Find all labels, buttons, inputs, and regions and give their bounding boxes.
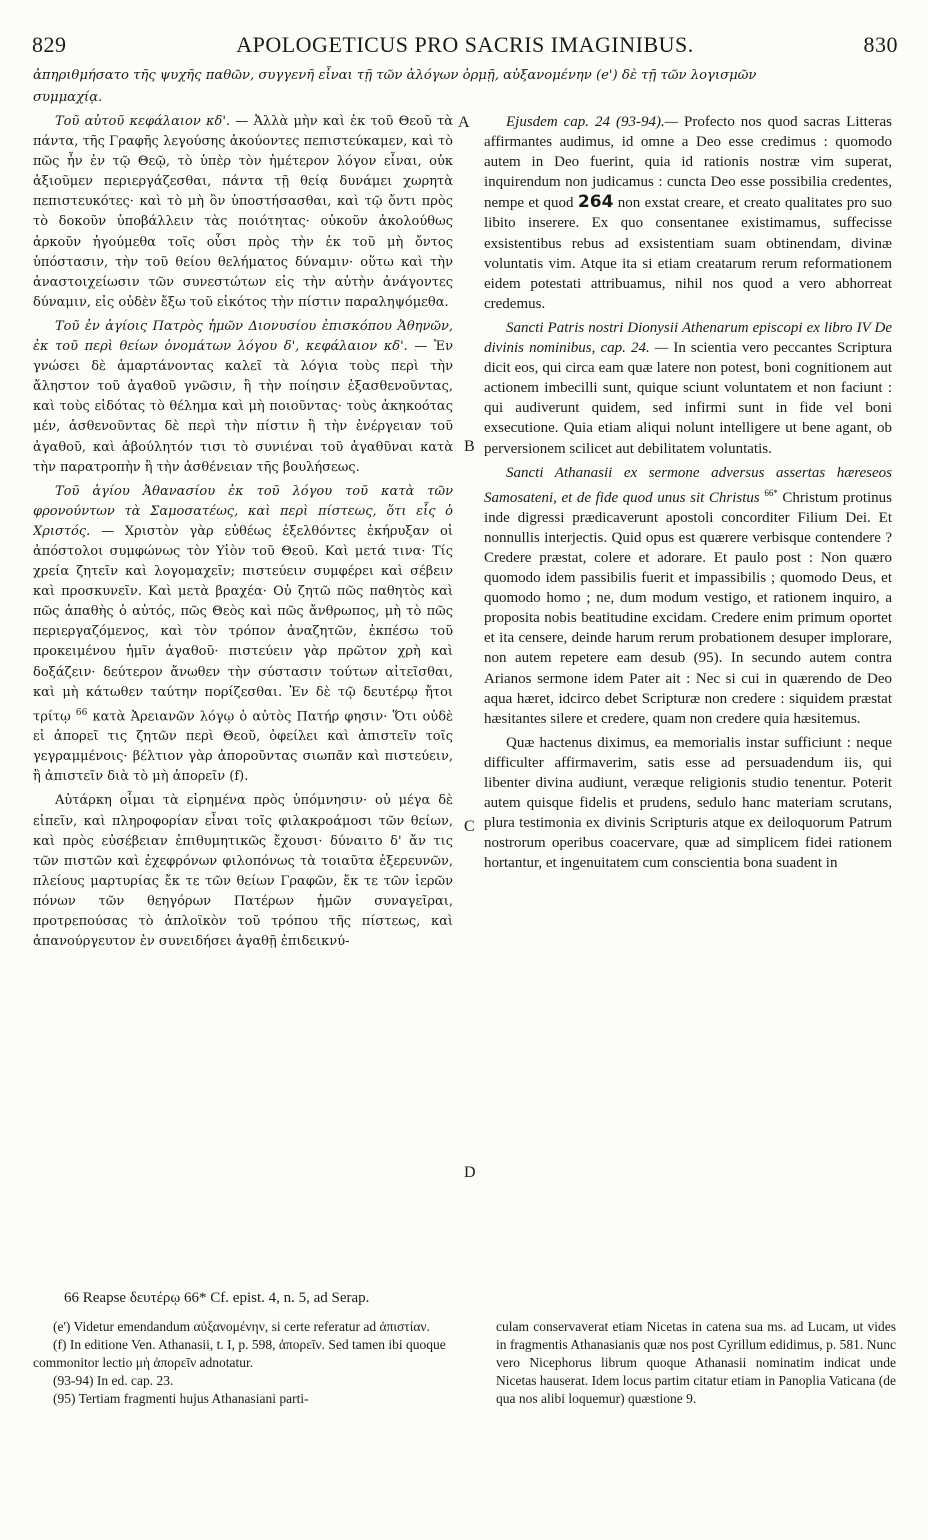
section-heading: Τοῦ ἁγίου Ἀθανασίου ἐκ τοῦ λόγου τοῦ κατὰ τῶν φρονούντων τὰ Σαμοσατέως, καὶ περὶ πίστεως, ὅτι εἷς ὁ Χριστός. — <box>33 483 453 539</box>
latin-section-4 <box>484 733 892 874</box>
greek-section-3 <box>33 482 453 788</box>
latin-section-2 <box>484 318 892 459</box>
section-body: Christum protinus inde digressi prædicaverunt apostoli concorditer Filium Dei. Et nonnullis interjectis. Quid opus est quærere verbisque contendere ? Credere præstat, colere et adorare. Et paulo post : Non quæro quomodo idem passibilis fuerit et impassibilis ; quomodo Deus, et quomodo homo ; ne, dum modum vestigo, et rationem inquiro, a proposita nobis beatitudine excidam. Credere enim primum oportet et ita censere, deinde harum rerum probationem desuper implorare, non autem repetere eam desub (95). In secundo autem contra Arianos sermone idem Pater ait : Nec si cui in quærendo de Deo aqua hæret, idcirco debet Scripturæ non credere : siquidem præstat hæsitantes silere et credere, quam non credere quia hæsitemus. <box>484 489 892 727</box>
page-header <box>32 32 898 62</box>
column-number-badge: 264 <box>577 192 614 213</box>
margin-letter-b: B <box>464 438 475 455</box>
section-heading: Sancti Athanasii ex sermone adversus assertas hæreseos Samosateni, et de fide quod unus sit Christus <box>484 464 892 506</box>
section-body: Ἀλλὰ μὴν καὶ ἐκ τοῦ Θεοῦ τὰ πάντα, τῆς Γραφῆς λεγούσης ἀκούοντες πεπιστεύκαμεν, καὶ τὸ πῶς ἦν ἐν τῷ Θεῷ, τὸ ὑπὲρ τὸν ἡμέτερον λόγον εἶναι, οὐκ ἀξιοῦμεν περιεργάζεσθαι, πάντα τῇ θείᾳ δυνάμει χωρητὰ πεπιστευκότες· καὶ τὸ μὴ ὂν ὑποστήσασθαι, καὶ τῷ ὄντι πρὸς τὸ δοκοῦν ὑποβάλλειν τὰς ποιότητας· οὐκοῦν ἀκολούθως ἀρκοῦν ἡγούμεθα τοῖς οὖσι πρὸς τὴν ἐκ τοῦ μὴ ὄντος ὑπόστασιν, τὴν τοῦ θείου θελήματος δύναμιν· οὕτω καὶ τὴν ἀναστοιχείωσιν τῶν συνεστώτων εἰς τὴν αὐτὴν ἀνάγοντες δύναμιν, εἰς οὐδὲν ἔξω τοῦ εἰκότος τὴν πίστιν παραληψόμεθα. <box>33 114 453 310</box>
section-body: Αὐτάρκη οἶμαι τὰ εἰρημένα πρὸς ὑπόμνησιν· οὐ μέγα δὲ εἰπεῖν, καὶ πληροφορίαν εἶναι τοῖς φιλακροάμοσι τῶν θείων, καὶ πρὸς εὐσέβειαν ἐπιθυμητικῶς ἔχουσι· δύναιτο δ' ἄν τις τῶν πιστῶν καὶ ἐχεφρόνων φιλοπόνως τὰ τοιαῦτα ἐξερευνῶν, πλείους μαρτυρίας ἔκ τε τῶν θείων Γραφῶν, ἔκ τε τῶν ἱερῶν πόνων τῶν θεηγόρων Πατέρων ἡμῶν συναγεῖραι, προτρεπούσας τὸ ἁπλοϊκὸν τοῦ τρόπου τῆς πίστεως, καὶ ἀπανούργευτον ἐν συνειδήσει ἀγαθῇ ἐπιδεικνύ- <box>33 793 453 950</box>
margin-letter-a: A <box>458 114 470 131</box>
footnote-marker[interactable]: 66* <box>764 487 778 498</box>
greek-continuation-line: ἀπηριθμήσατο τῆς ψυχῆς παθῶν, συγγενῆ εἶναι τῇ τῶν ἀλόγων ὁρμῇ, αὐξανομένην (e') δὲ τῇ τῶν λογισμῶν <box>33 68 757 83</box>
greek-section-4 <box>33 791 453 952</box>
greek-section-2 <box>33 317 453 478</box>
footnote-line: 66 Reapse δευτέρῳ 66* Cf. epist. 4, n. 5, ad Serap. <box>64 1290 370 1306</box>
section-heading: Sancti Patris nostri Dionysii Athenarum episcopi ex libro IV De divinis nominibus, cap. 24. — <box>484 319 892 357</box>
latin-section-3 <box>484 463 892 729</box>
section-body: Ἐν γνώσει δὲ ἁμαρτάνοντας καλεῖ τὰ λόγια τοὺς περὶ τὴν ἄληστον τοῦ ἀγαθοῦ γνῶσιν, ἢ τὴν ποίησιν ἐξασθενοῦντας, καὶ τοὺς εἰδότας τὸ θέλημα καὶ μὴ ποιοῦντας· τοὺς ἀκηκοότας μέν, ἀσθενοῦντας δὲ περὶ τὴν πίστιν ἢ τὴν ἐνέργειαν τοῦ ἀγαθοῦ, καὶ ἀβούλητόν τισι τὸ συνιέναι τοῦ ἀγαθῦναι κατὰ τὴν παρατροπὴν ἢ τὴν ἀσθένειαν τῆς βουλήσεως. <box>33 339 453 475</box>
latin-section-1 <box>484 112 892 314</box>
footnote-continuation: culam conservaverat etiam Nicetas in catena sua ms. ad Lucam, ut vides in fragmentis Athanasianis quæ nos post Cyrillum edidimus, p. 581. Nunc vero Nicephorus librum quoque Athanasii nominatim indicat unde Nicetas hauserat. Idem locus partim citatur etiam in Panoplia Vaticana (de qua nos alibi loquemur) quæstione 9. <box>496 1319 896 1406</box>
footnote: (95) Tertiam fragmenti hujus Athanasiani parti- <box>53 1391 309 1406</box>
page-number-right: 830 <box>863 32 898 57</box>
section-body-continued: non exstat creare, et creato qualitates pro suo libito inserere. Ex quo consentanee existimamus, suffecisse exsistentibus rebus ad exsistentiam suam obtinendam, divinæ voluntatis vim. Atque ita si etiam creatarum rerum reformationem eidem potestati attribuamus, nihil nos quod a vero abhorreat credemus. <box>484 195 892 312</box>
section-heading: Ejusdem cap. 24 (93-94).— <box>506 114 679 130</box>
footnotes-left <box>33 1318 473 1408</box>
greek-continuation-end: συμμαχίᾳ. <box>33 90 103 105</box>
running-title: APOLOGETICUS PRO SACRIS IMAGINIBUS. <box>236 32 694 57</box>
greek-column <box>33 112 453 1292</box>
footnotes-right <box>496 1318 896 1408</box>
footnote: (e') Videtur emendandum αὐξανομένην, si certe referatur ad ἀπιστίαν. <box>53 1319 430 1334</box>
section-body: Quæ hactenus diximus, ea memorialis instar sufficiunt : neque difficulter affirmaverim, satis esse ad persuadendum iis, qui libenter divina audiunt, veræque religionis studio tenentur. Poterit autem quisque fidelis et prudens, sedulo hanc materiam scrutans, plura testimonia ex divinis Scripturis atque ex deiloquorum Patrum nostrorum operibus coacervare, quæ ad simplicem fidei rationem hortantur, et ingenuitatem cum conscientia bona suadent in <box>484 734 892 872</box>
section-body: In scientia vero peccantes Scriptura dicit eos, qui circa eam quæ latere non potest, boni cognitionem aut actionem imbecilli sunt, quique sciunt voluntatem et non faciunt : qui audiverunt quidem, sed infirmi sunt in fide vel boni exsecutione. Quia etiam aliqui nolunt intelligere ut bene agant, ob perversionem scilicet aut debilitatem voluntatis. <box>484 340 892 457</box>
section-body: Χριστὸν γὰρ εὐθέως ἐξελθόντες ἐκήρυξαν οἱ ἀπόστολοι συμφώνως τὸν Υἱὸν τοῦ Θεοῦ. Καὶ μετά τινα· Τίς χρεία ζητεῖν καὶ λογομαχεῖν; πιστεύειν συμφέρει καὶ σέβειν καὶ προσκυνεῖν. Καὶ μετὰ βραχέα· Οὐ ζητῶ πῶς παθητὸς καὶ πῶς ἀπαθὴς ὁ αὐτός, πῶς Θεὸς καὶ πῶς ἄνθρωπος, μὴ τὸ πῶς περιεργαζόμενος, καὶ τὸν τρόπον ἀναζητῶν, ἐκπέσω τοῦ προκειμένου ἡμῖν ἀγαθοῦ· πιστεύειν γὰρ πρῶτον χρὴ καὶ δοξάζειν· δεύτερον ἄνωθεν τὴν σύστασιν τούτων αἰτεῖσθαι, καὶ μὴ κάτωθεν ταύτην πορίζεσθαι. Ἐν δὲ τῷ δευτέρῳ ἤτοι τρίτῳ <box>33 523 453 725</box>
margin-letter-d: D <box>464 1164 476 1181</box>
footnote: (93-94) In ed. cap. 23. <box>53 1373 174 1388</box>
footnote: (f) In editione Ven. Athanasii, t. I, p. 598, ἀπορεῖν. Sed tamen ibi quoque commonitor lectio μὴ ἀπορεῖν adnotatur. <box>33 1337 446 1370</box>
section-heading: Τοῦ ἐν ἁγίοις Πατρὸς ἡμῶν Διονυσίου ἐπισκόπου Ἀθηνῶν, ἐκ τοῦ περὶ θείων ὀνομάτων λόγου δ', κεφάλαιον κδ'. — <box>33 318 453 355</box>
margin-letter-c: C <box>464 818 475 835</box>
section-heading: Τοῦ αὐτοῦ κεφάλαιον κδ'. — <box>55 114 249 129</box>
section-body-continued: κατὰ Ἀρειανῶν λόγῳ ὁ αὐτὸς Πατήρ φησιν· Ὅτι οὐδὲ εἰ ἀπορεῖ τις ζητῶν περὶ Θεοῦ, ὀφείλει καὶ ἀπιστεῖν τοῖς γεγραμμένοις· βέλτιον γὰρ ἀποροῦντας σιωπᾶν καὶ πιστεύειν, ἢ ἀπιστεῖν διὰ τὸ μὴ ἀπορεῖν (f). <box>33 709 453 785</box>
latin-column <box>484 112 892 1292</box>
page-number-left: 829 <box>32 32 67 57</box>
section-body: Profecto nos quod sacras Litteras affirmantes audimus, id omne a Deo esse credimus : quomodo autem in Deo fuerint, quia id rationis nostræ vim superat, inquirendum non judicamus : cuncta Deo esse possibilia credentes, nempe et quod <box>484 114 892 212</box>
greek-section-1 <box>33 112 453 313</box>
footnote-marker[interactable]: 66 <box>75 707 88 718</box>
